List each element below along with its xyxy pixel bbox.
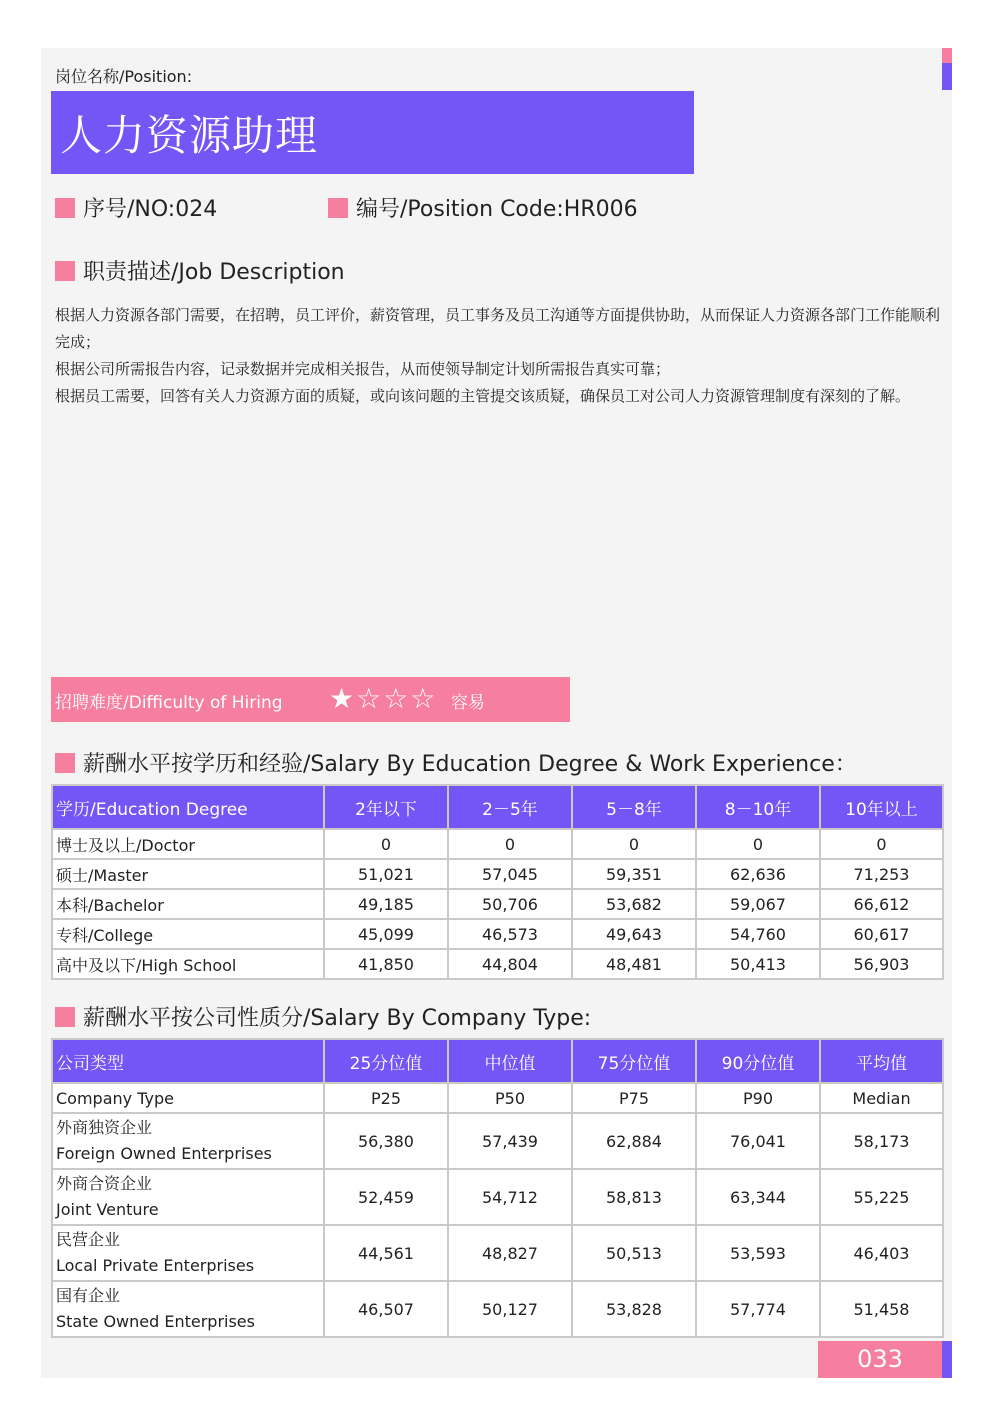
table-cell: 58,813 — [572, 1169, 696, 1225]
job-desc-paragraph: 根据员工需要，回答有关人力资源方面的质疑，或向该问题的主管提交该质疑，确保员工对公司人力资源管理制度有深刻的了解。 — [55, 387, 911, 405]
table-cell: 46,573 — [448, 919, 572, 949]
table-row — [52, 949, 943, 979]
table-subheader: P90 — [696, 1083, 820, 1113]
company-type-cn: 国有企业 — [56, 1286, 121, 1305]
table-row — [52, 1169, 943, 1225]
table-cell: 48,481 — [572, 949, 696, 979]
table-row — [52, 919, 943, 949]
company-salary-table — [51, 1038, 944, 1338]
table-header: 公司类型 — [52, 1039, 324, 1083]
table-cell: 高中及以下/High School — [52, 949, 324, 979]
table-row — [52, 859, 943, 889]
table-cell: 专科/College — [52, 919, 324, 949]
table-cell: 57,774 — [696, 1281, 820, 1337]
table-cell: 49,643 — [572, 919, 696, 949]
table-cell: 51,458 — [820, 1281, 943, 1337]
table-row — [52, 829, 943, 859]
company-type-cn: 外商独资企业 — [56, 1118, 153, 1137]
company-type-cell — [52, 1169, 324, 1225]
corner-accent-pink — [942, 48, 952, 63]
page-title: 人力资源助理 — [60, 111, 319, 160]
job-desc-heading-text: 职责描述/Job Description — [83, 260, 345, 285]
table-cell: 0 — [572, 829, 696, 859]
table-header: 中位值 — [448, 1039, 572, 1083]
table-cell: 50,413 — [696, 949, 820, 979]
table-cell: 62,636 — [696, 859, 820, 889]
table-cell: 48,827 — [448, 1225, 572, 1281]
table-cell: 60,617 — [820, 919, 943, 949]
company-type-cell — [52, 1281, 324, 1337]
difficulty-bar — [51, 677, 570, 722]
table-cell: 76,041 — [696, 1113, 820, 1169]
table-cell: 59,067 — [696, 889, 820, 919]
table-subheader: P25 — [324, 1083, 448, 1113]
table-cell: 56,903 — [820, 949, 943, 979]
table-subheader: P75 — [572, 1083, 696, 1113]
job-desc-paragraph: 根据公司所需报告内容，记录数据并完成相关报告，从而使领导制定计划所需报告真实可靠； — [55, 360, 671, 378]
table-cell: 50,706 — [448, 889, 572, 919]
table-cell: 49,185 — [324, 889, 448, 919]
table-cell: 50,127 — [448, 1281, 572, 1337]
bullet-square-icon — [55, 198, 75, 218]
table-header: 2－5年 — [448, 785, 572, 829]
corner-accent-purple — [942, 63, 952, 90]
edu-salary-heading-text: 薪酬水平按学历和经验/Salary By Education Degree & Work Experience： — [83, 752, 857, 777]
company-type-cn: 外商合资企业 — [56, 1174, 153, 1193]
serial-number — [55, 192, 217, 223]
table-row — [52, 1281, 943, 1337]
position-label: 岗位名称/Position: — [55, 67, 193, 86]
job-desc-paragraph: 根据人力资源各部门需要，在招聘，员工评价，薪资管理，员工事务及员工沟通等方面提供协助，从而保证人力资源各部门工作能顺利完成； — [55, 306, 941, 351]
table-subheader: Median — [820, 1083, 943, 1113]
table-cell: 59,351 — [572, 859, 696, 889]
edu-salary-table — [51, 784, 944, 980]
table-cell: 63,344 — [696, 1169, 820, 1225]
table-cell: 51,021 — [324, 859, 448, 889]
edu-salary-heading — [55, 747, 857, 778]
table-row — [52, 889, 943, 919]
table-cell: 52,459 — [324, 1169, 448, 1225]
table-cell: 66,612 — [820, 889, 943, 919]
position-code — [328, 192, 638, 223]
table-cell: 0 — [324, 829, 448, 859]
table-cell: 45,099 — [324, 919, 448, 949]
table-cell: 博士及以上/Doctor — [52, 829, 324, 859]
table-header: 5－8年 — [572, 785, 696, 829]
table-header-row — [52, 1039, 943, 1083]
company-salary-heading — [55, 1001, 591, 1032]
table-header-row — [52, 785, 943, 829]
bullet-square-icon — [55, 753, 75, 773]
company-type-en: Joint Venture — [56, 1200, 159, 1219]
table-header: 2年以下 — [324, 785, 448, 829]
job-desc-heading — [55, 255, 345, 286]
table-cell: 55,225 — [820, 1169, 943, 1225]
table-cell: 46,507 — [324, 1281, 448, 1337]
table-cell: 53,593 — [696, 1225, 820, 1281]
difficulty-stars-icon: ★☆☆☆ — [329, 682, 438, 715]
table-cell: 56,380 — [324, 1113, 448, 1169]
company-salary-heading-text: 薪酬水平按公司性质分/Salary By Company Type: — [83, 1006, 592, 1031]
table-cell: 本科/Bachelor — [52, 889, 324, 919]
table-cell: 53,682 — [572, 889, 696, 919]
table-cell: 0 — [820, 829, 943, 859]
table-subheader: P50 — [448, 1083, 572, 1113]
job-description — [55, 302, 945, 410]
table-cell: 53,828 — [572, 1281, 696, 1337]
company-type-cn: 民营企业 — [56, 1230, 121, 1249]
table-cell: 54,760 — [696, 919, 820, 949]
table-subheader-row — [52, 1083, 943, 1113]
table-header: 75分位值 — [572, 1039, 696, 1083]
table-cell: 62,884 — [572, 1113, 696, 1169]
difficulty-text: 容易 — [451, 693, 485, 713]
table-cell: 54,712 — [448, 1169, 572, 1225]
company-type-cell — [52, 1225, 324, 1281]
table-subheader: Company Type — [52, 1083, 324, 1113]
company-type-cell — [52, 1113, 324, 1169]
page-number-accent — [942, 1341, 952, 1378]
table-row — [52, 1113, 943, 1169]
table-cell: 58,173 — [820, 1113, 943, 1169]
table-row — [52, 1225, 943, 1281]
difficulty-label: 招聘难度/Difficulty of Hiring — [55, 693, 283, 713]
company-type-en: Foreign Owned Enterprises — [56, 1144, 272, 1163]
table-header: 学历/Education Degree — [52, 785, 324, 829]
table-header: 10年以上 — [820, 785, 943, 829]
table-cell: 71,253 — [820, 859, 943, 889]
page-number: 033 — [818, 1341, 942, 1378]
company-type-en: Local Private Enterprises — [56, 1256, 255, 1275]
serial-text: 序号/NO:024 — [83, 197, 218, 222]
table-cell: 44,804 — [448, 949, 572, 979]
bullet-square-icon — [328, 198, 348, 218]
table-cell: 46,403 — [820, 1225, 943, 1281]
table-cell: 57,045 — [448, 859, 572, 889]
bullet-square-icon — [55, 261, 75, 281]
table-header: 25分位值 — [324, 1039, 448, 1083]
table-header: 90分位值 — [696, 1039, 820, 1083]
table-header: 平均值 — [820, 1039, 943, 1083]
company-type-en: State Owned Enterprises — [56, 1312, 255, 1331]
code-text: 编号/Position Code:HR006 — [356, 197, 638, 222]
table-cell: 0 — [696, 829, 820, 859]
table-cell: 41,850 — [324, 949, 448, 979]
bullet-square-icon — [55, 1007, 75, 1027]
table-cell: 0 — [448, 829, 572, 859]
table-cell: 57,439 — [448, 1113, 572, 1169]
table-cell: 硕士/Master — [52, 859, 324, 889]
table-header: 8－10年 — [696, 785, 820, 829]
table-cell: 50,513 — [572, 1225, 696, 1281]
table-cell: 44,561 — [324, 1225, 448, 1281]
